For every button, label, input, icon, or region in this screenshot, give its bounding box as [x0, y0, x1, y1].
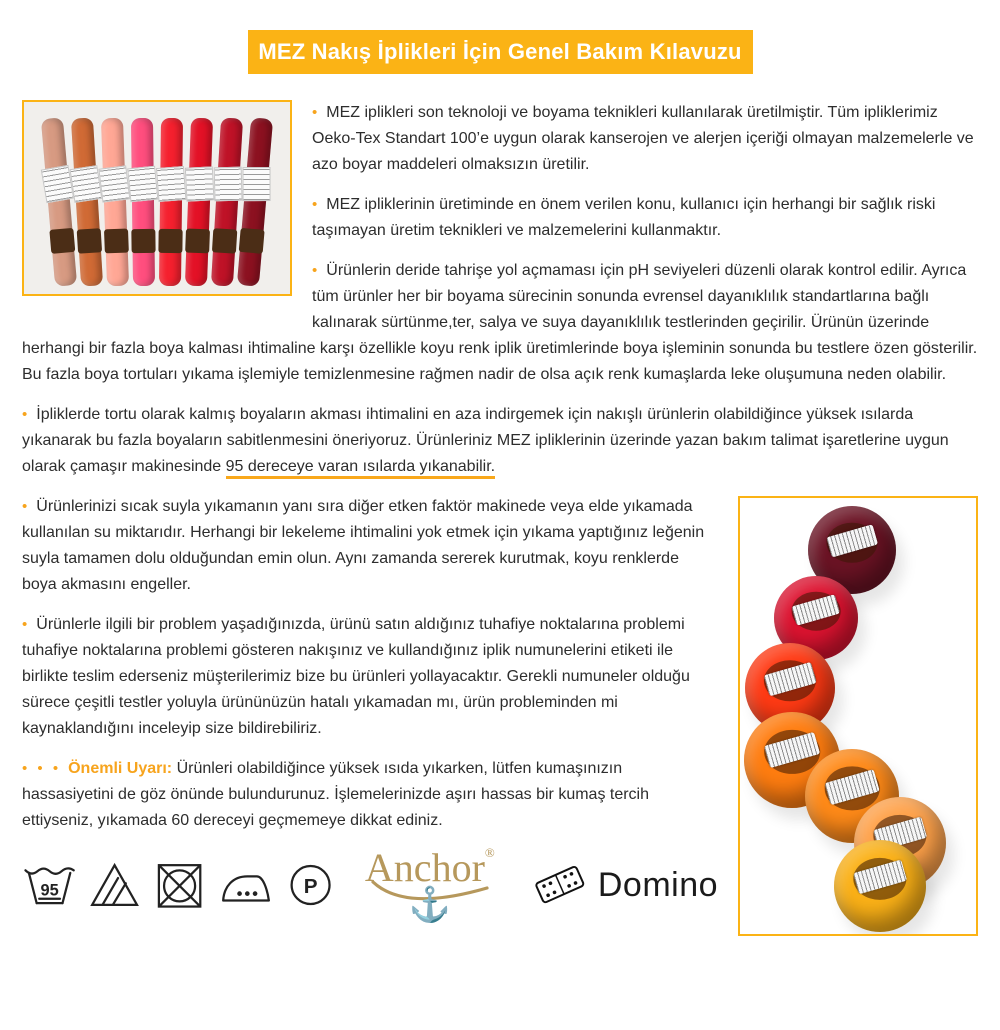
bullet-icon: •	[22, 498, 28, 515]
footer-row	[22, 845, 719, 924]
registered-mark: ®	[484, 845, 495, 860]
svg-text:95: 95	[40, 881, 59, 900]
domino-wordmark: Domino	[597, 866, 719, 904]
bullet-icon: •	[312, 262, 318, 279]
thread-balls-photo	[738, 496, 978, 936]
wash-95-icon	[22, 860, 77, 910]
paragraph-text: MEZ ipliklerinin üretiminde en önem verilen konu, kullanıcı için herhangi bir sağlık riski taşımayan üretim teknikleri ve malzemelerini kullanmaktır.	[312, 196, 936, 239]
document-body	[0, 74, 1000, 922]
paragraph-text: MEZ iplikleri son teknoloji ve boyama teknikleri kullanılarak üretilmiştir. Tüm ipliklerimiz Oeko-Tex Standart 100’e uygun olarak kanserojen ve alerjen içeriği olmayan malzemelerle ve azo boyar maddeleri olmaksızın üretilir.	[312, 104, 974, 173]
paragraph-text: Ürünlerin deride tahrişe yol açmaması için pH seviyeleri düzenli olarak kontrol edilir. Ayrıca tüm ürünler her bir boyama sürecinin sonunda evrensel dayanıklılık standartlarına bağlı kalınarak sürtünme,ter, salya ve suya dayanıklılık testlerinden geçirilir. Ürünün üzerinde herhangi bir fazla boya kalması ihtimaline karşı özellikle koyu renk iplik üretimlerinde boya işleminin sonunda bu testlere özen gösterilir. Bu fazla boya tortuları yıkama işlemiyle temizlenmesine rağmen nadir de olsa açık renk kumaşlarda leke oluşumuna neden olabilir.	[22, 262, 978, 383]
underlined-text: 95 dereceye varan ısılarda yıkanabilir.	[226, 458, 495, 479]
bullet-icon: •	[22, 616, 28, 633]
bullet-icon: •	[22, 406, 28, 423]
dry-clean-p-icon	[283, 860, 338, 910]
warning-bullets-icon: • • •	[22, 760, 62, 777]
care-guide-page	[0, 30, 1000, 922]
paragraph-text: Ürünlerinizi sıcak suyla yıkamanın yanı sıra diğer etken faktör makinede veya elde yıkamada kullanılan su miktarıdır. Herhangi bir lekeleme ihtimalini yok etmek için yıkama yaptığınız leğenin suyla tamamen dolu olduğundan emin olun. Aynı zamanda sererek kurutmak, koyu renklerde boya akmasını engeller.	[22, 498, 705, 593]
anchor-wordmark: Anchor®	[364, 845, 495, 890]
care-symbols	[22, 860, 338, 910]
do-not-tumble-dry-icon	[152, 860, 207, 910]
page-title: MEZ Nakış İplikleri İçin Genel Bakım Kılavuzu	[258, 39, 742, 64]
warning-text: Ürünleri olabildiğince yüksek ısıda yıkarken, lütfen kumaşınızın hassasiyetini de göz önünde bulundurunuz. İşlemelerinizde aşırı hassas bir kumaş tercih ettiyseniz, yıkamada 60 dereceyi geçmemeye dikkat ediniz.	[22, 760, 650, 829]
thread-skeins-photo	[22, 100, 292, 296]
domino-logo	[532, 862, 718, 908]
paragraph-text: İpliklerde tortu olarak kalmış boyaların akması ihtimalini en aza indirgemek için nakışlı ürünlerin olabildiğince yüksek ısılarda yıkanarak bu fazla boyaların sabitlenmesini öneriyoruz. Ürünleriniz MEZ ipliklerinin üzerinde yazan bakım talimat işaretlerine uygun olarak çamaşır makinesinde	[22, 406, 949, 475]
svg-text:P: P	[303, 874, 318, 898]
bullet-icon: •	[312, 104, 318, 121]
warning-label: Önemli Uyarı:	[68, 760, 173, 777]
anchor-icon: ⚓	[408, 886, 452, 924]
balls-canvas	[740, 498, 976, 934]
paragraph-text: Ürünlerle ilgili bir problem yaşadığınızda, ürünü satın aldığınız tuhafiye noktalarına problemi tuhafiye noktalarına problemi gösteren nakışınız ve kullandığınız iplik numunelerini etiketi ile birlikte teslim ederseniz müşterilerimiz bize bu ürünleri yollayacaktır. Gerekli numuneler olduğu sürece çeşitli testler yoluyla ürününüzün hatalı yıkamadan mı, ürün probleminden mi kaynaklandığını inceleyip size bildirebiliriz.	[22, 616, 690, 737]
bullet-icon: •	[312, 196, 318, 213]
paragraph-washing	[22, 402, 978, 480]
anchor-logo	[364, 845, 496, 924]
bleach-triangle-icon	[87, 860, 142, 910]
skeins-row	[24, 102, 290, 294]
domino-tile-icon	[532, 862, 588, 908]
page-title-banner	[248, 30, 753, 74]
iron-icon	[218, 860, 273, 910]
